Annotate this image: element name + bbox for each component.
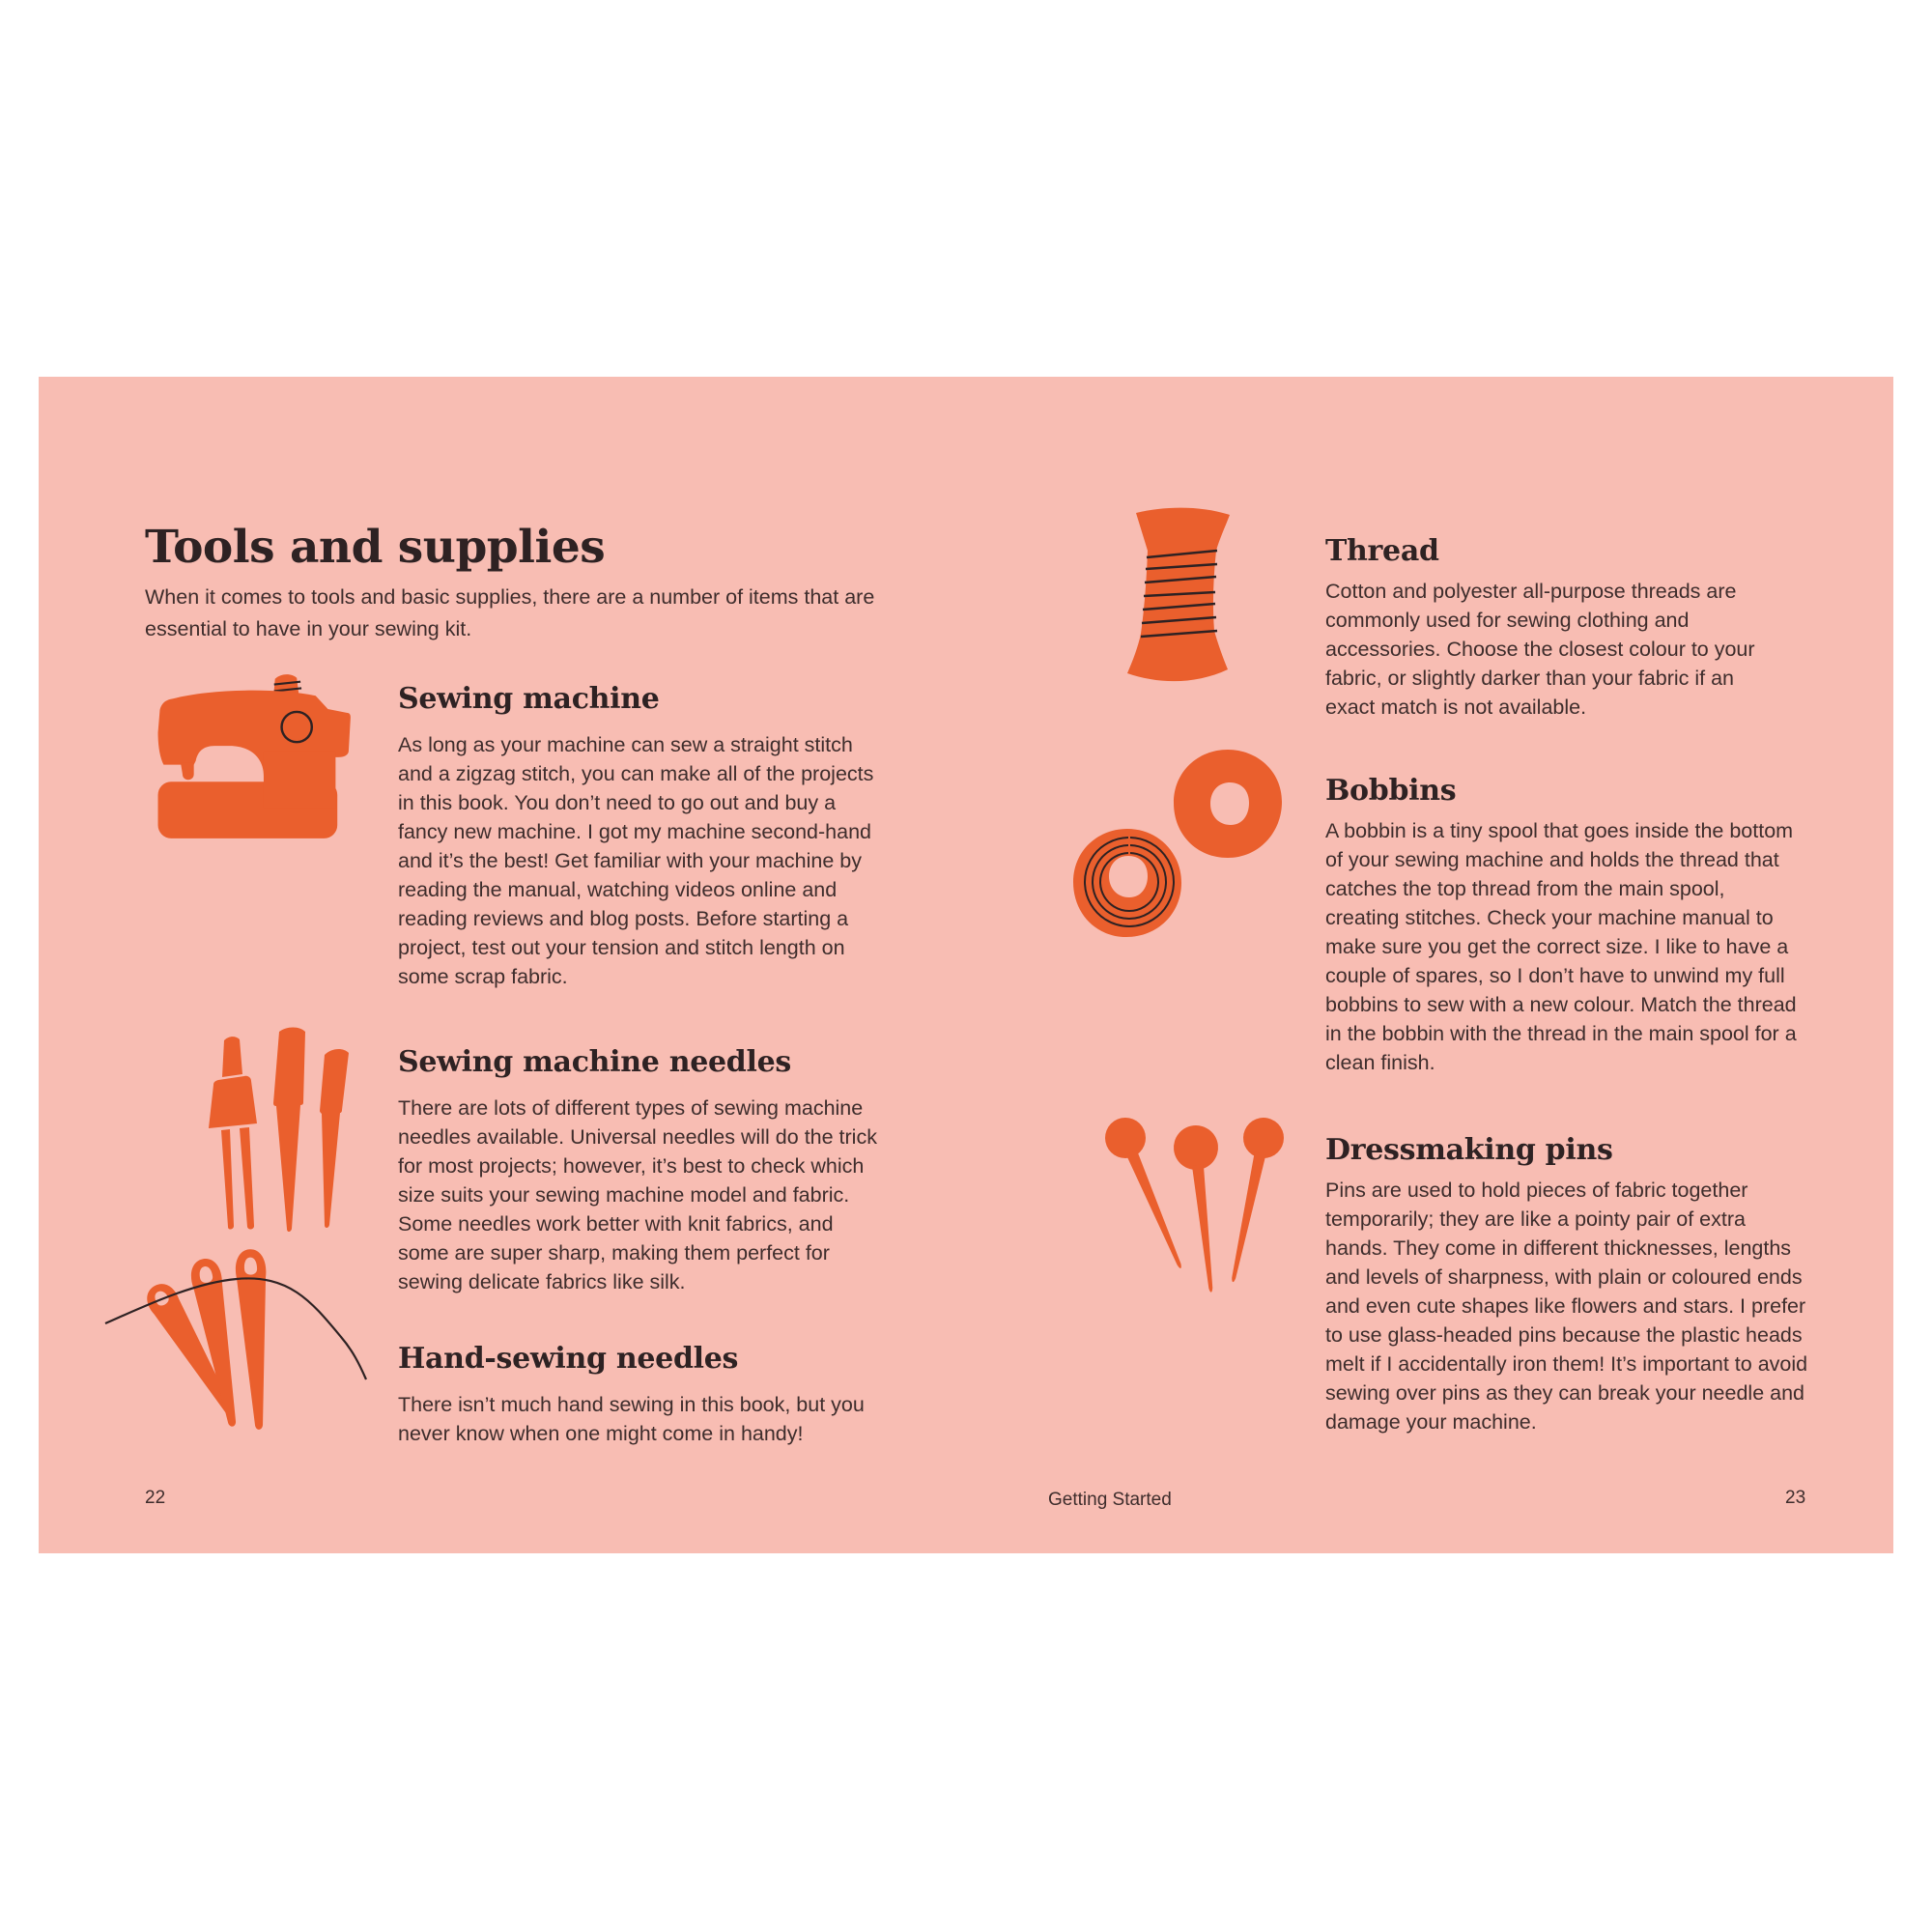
section-body-sewing-machine: As long as your machine can sew a straight stitch and a zigzag stitch, you can make all of the projects in this book. You don’t need to go out and buy a fancy new machine. I got my machine second-hand and it’s the best! Get familiar with your machine by reading the manual, watching videos online and reading reviews and blog posts. Before starting a project, test out your tension and stitch length on some scrap fabric. [398,732,874,988]
section-heading-thread: Thread [1325,533,1439,568]
section-body-dressmaking-pins: Pins are used to hold pieces of fabric together temporarily; they are like a pointy pair of extra hands. They come in different thicknesses, lengths and levels of sharpness, with plain or coloured ends and even cute shapes like flowers and stars. I prefer to use glass-headed pins because the plastic heads melt if I accidentally iron them! It’s important to avoid sewing over pins as they can break your needle and damage your machine. [1325,1178,1808,1434]
section-heading-dressmaking-pins: Dressmaking pins [1325,1132,1613,1167]
machine-needles-icon [147,1022,369,1244]
sewing-machine-icon [124,667,360,874]
section-heading-machine-needles: Sewing machine needles [398,1044,791,1079]
bobbins-icon [1067,744,1304,952]
running-footer: Getting Started [1048,1490,1172,1510]
section-body-hand-needles: There isn’t much hand sewing in this book, but you never know when one might come in handy! [398,1392,865,1445]
page-title: Tools and supplies [145,521,606,575]
section-heading-bobbins: Bobbins [1325,773,1457,808]
book-page-spread [39,377,1893,1553]
intro-text: When it comes to tools and basic supplies, there are a number of items that are essential to have in your sewing kit. [145,584,875,640]
page-number-right: 23 [1785,1488,1806,1508]
section-heading-hand-needles: Hand-sewing needles [398,1341,739,1376]
section-body-thread: Cotton and polyester all-purpose threads are commonly used for sewing clothing and accessories. Choose the closest colour to your fabric, or slightly darker than your fabric if an exact match is not available. [1325,579,1755,719]
dressmaking-pins-icon [1094,1092,1311,1319]
section-body-bobbins: A bobbin is a tiny spool that goes inside the bottom of your sewing machine and holds the thread that catches the top thread from the main spool, creating stitches. Check your machine manual to make sure you get the correct size. I like to have a couple of spares, so I don’t have to unwind my full bobbins to sew with a new colour. Match the thread in the bobbin with the thread in the main spool for a clean finish. [1325,818,1797,1074]
section-body-machine-needles: There are lots of different types of sewing machine needles available. Universal needles will do the trick for most projects; however, it’s best to check which size suits your sewing machine model and fabric. Some needles work better with knit fabrics, and some are super sharp, making them perfect for sewing delicate fabrics like silk. [398,1095,877,1293]
thread-spool-icon [1111,504,1256,688]
hand-needles-icon [92,1246,382,1459]
section-heading-sewing-machine: Sewing machine [398,681,660,716]
page-number-left: 22 [145,1488,166,1508]
